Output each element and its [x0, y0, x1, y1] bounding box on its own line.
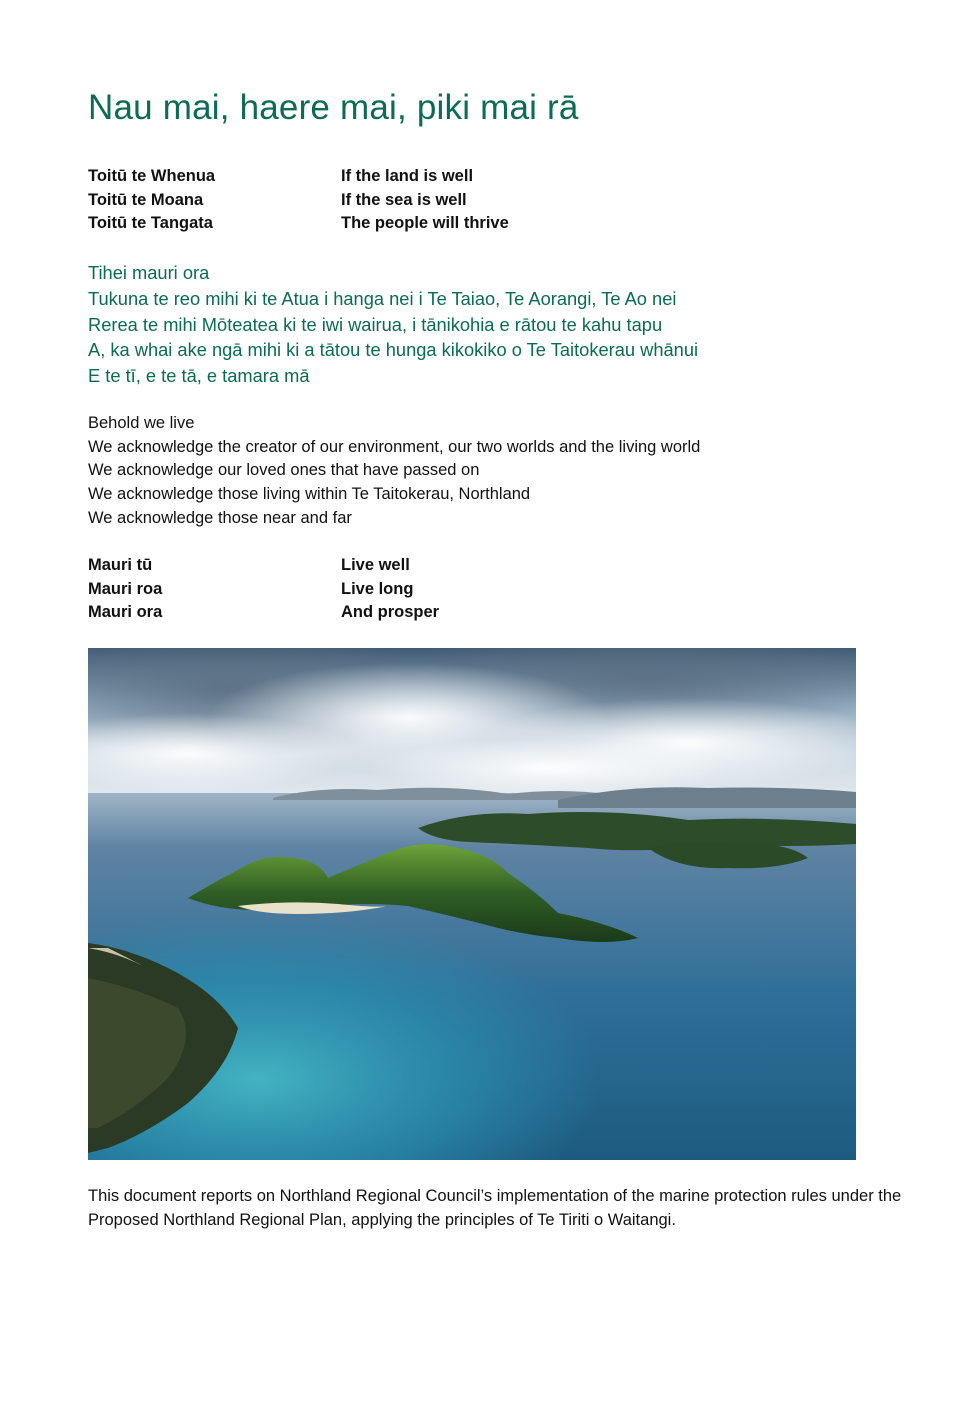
proverb-english: The people will thrive: [341, 214, 509, 233]
closing-row: [88, 601, 688, 625]
closing-table: [88, 554, 688, 625]
proverb-english: If the sea is well: [341, 190, 467, 209]
proverb-maori: Toitū te Tangata: [88, 214, 213, 233]
closing-maori: Mauri roa: [88, 579, 163, 598]
mihi-english-line: We acknowledge the creator of our environment, our two worlds and the living world: [88, 437, 701, 456]
mihi-english-line: We acknowledge those near and far: [88, 508, 352, 527]
closing-row: [88, 578, 688, 602]
mihi-english: [88, 412, 908, 531]
closing-english: Live well: [341, 556, 410, 574]
mihi-maori: [88, 260, 908, 389]
coastal-islands-photo: [88, 648, 856, 1160]
closing-english: Live long: [341, 579, 414, 598]
proverb-maori: Toitū te Moana: [88, 190, 204, 209]
mihi-maori-line: A, ka whai ake ngā mihi ki a tātou te hunga kikokiko o Te Taitokerau whānui: [88, 339, 699, 361]
proverb-table: [88, 165, 688, 236]
proverb-row: [88, 212, 688, 236]
mihi-maori-line: E te tī, e te tā, e tamara mā: [88, 365, 310, 387]
mihi-english-line: Behold we live: [88, 414, 195, 432]
mihi-english-line: We acknowledge our loved ones that have passed on: [88, 461, 480, 480]
proverb-maori: Toitū te Whenua: [88, 167, 216, 185]
closing-maori: Mauri ora: [88, 603, 163, 622]
closing-row: [88, 554, 688, 578]
mihi-maori-line: Tihei mauri ora: [88, 262, 210, 283]
mihi-maori-line: Rerea te mihi Mōteatea ki te iwi wairua, i tānikohia e rātou te kahu tapu: [88, 313, 663, 335]
closing-english: And prosper: [341, 603, 440, 622]
mihi-maori-line: Tukuna te reo mihi ki te Atua i hanga nei i Te Taiao, Te Aorangi, Te Ao nei: [88, 287, 677, 309]
mihi-english-line: We acknowledge those living within Te Taitokerau, Northland: [88, 485, 531, 504]
proverb-row: [88, 165, 688, 189]
closing-maori: Mauri tū: [88, 556, 153, 574]
document-summary: This document reports on Northland Regional Council’s implementation of the marine protection rules under the Proposed Northland Regional Plan, applying the principles of Te Tiriti o Waitangi.: [88, 1187, 902, 1229]
proverb-row: [88, 189, 688, 213]
page-title: Nau mai, haere mai, piki mai rā: [88, 88, 579, 127]
proverb-english: If the land is well: [341, 167, 474, 185]
